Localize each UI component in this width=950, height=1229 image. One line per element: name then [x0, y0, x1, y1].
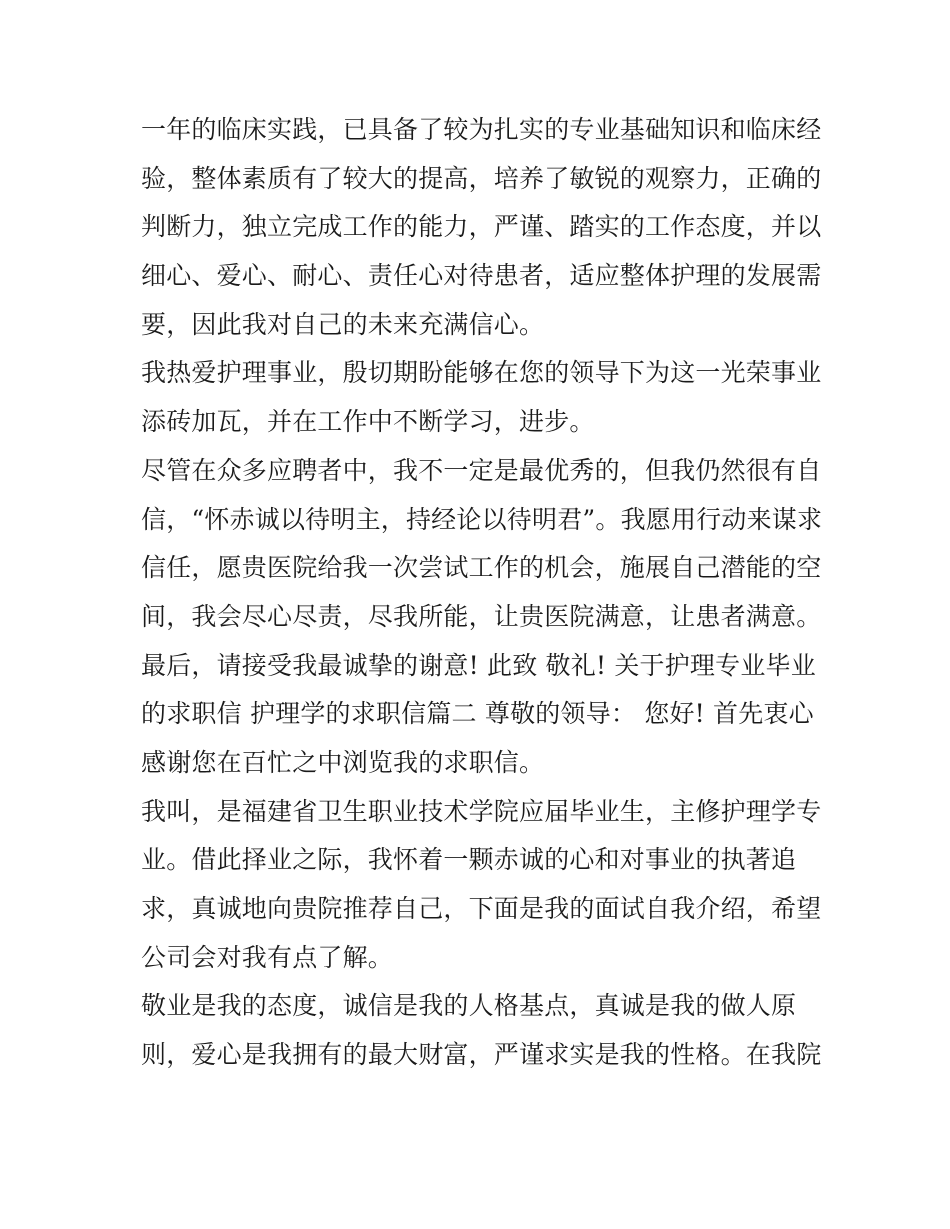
text-line: 最后，请接受我最诚挚的谢意! 此致 敬礼! 关于护理专业毕业: [141, 650, 816, 680]
text-line: 则，爱心是我拥有的最大财富，严谨求实是我的性格。在我院: [141, 1040, 822, 1070]
text-line: 我热爱护理事业，殷切期盼能够在您的领导下为这一光荣事业: [141, 358, 822, 388]
text-line: 公司会对我有点了解。: [141, 942, 394, 972]
text-line: 业。借此择业之际，我怀着一颗赤诚的心和对事业的执著追: [141, 845, 797, 875]
text-line: 验，整体素质有了较大的提高，培养了敏锐的观察力，正确的: [141, 163, 822, 193]
text-line: 一年的临床实践，已具备了较为扎实的专业基础知识和临床经: [141, 115, 822, 144]
text-line: 求，真诚地向贵院推荐自己，下面是我的面试自我介绍，希望: [141, 894, 822, 923]
text-line: 间，我会尽心尽责，尽我所能，让贵医院满意，让患者满意。: [141, 601, 822, 631]
text-line: 敬业是我的态度，诚信是我的人格基点，真诚是我的做人原: [141, 991, 797, 1021]
text-line: 要，因此我对自己的未来充满信心。: [141, 309, 545, 339]
text-line: 信任，愿贵医院给我一次尝试工作的机会，施展自己潜能的空: [141, 553, 822, 583]
text-line: 感谢您在百忙之中浏览我的求职信。: [141, 747, 545, 777]
text-line: 细心、爱心、耐心、责任心对待患者，适应整体护理的发展需: [141, 261, 822, 291]
text-line: 判断力，独立完成工作的能力，严谨、踏实的工作态度，并以: [141, 212, 822, 242]
text-line: 尽管在众多应聘者中，我不一定是最优秀的，但我仍然很有自: [141, 455, 822, 485]
text-line: 我叫，是福建省卫生职业技术学院应届毕业生，主修护理学专: [141, 796, 822, 826]
letter-body: [141, 106, 821, 1080]
text-line: 添砖加瓦，并在工作中不断学习，进步。: [141, 407, 595, 437]
text-line: 的求职信 护理学的求职信篇二 尊敬的领导： 您好! 首先衷心: [141, 699, 814, 729]
text-line: 信，“怀赤诚以待明主，持经论以待明君”。我愿用行动来谋求: [141, 504, 823, 534]
